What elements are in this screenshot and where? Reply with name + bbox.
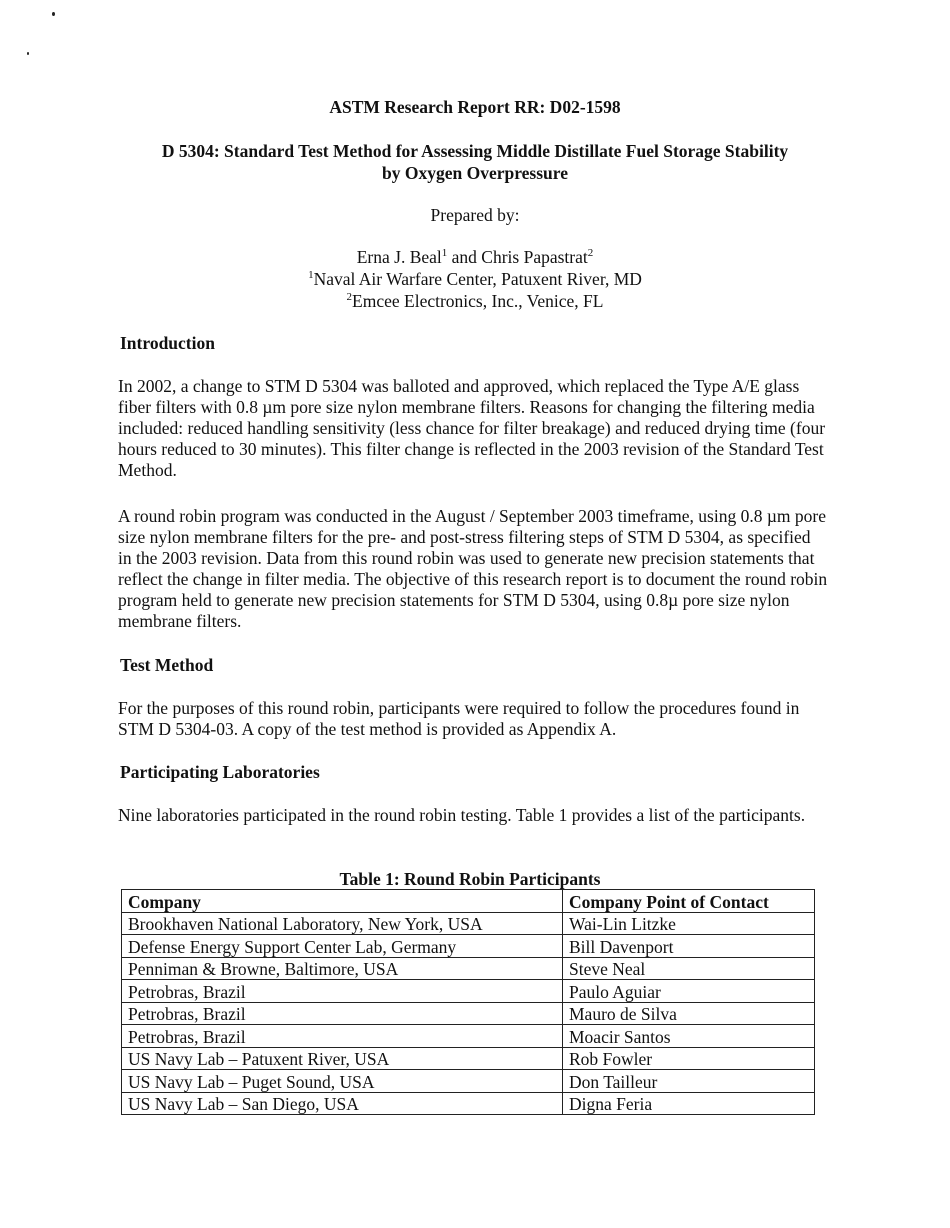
title-line-1: D 5304: Standard Test Method for Assessing Middle Distillate Fuel Storage Stability — [161, 141, 789, 161]
participants-table — [121, 889, 815, 1115]
company-cell: Petrobras, Brazil — [122, 980, 563, 1003]
table-row — [122, 957, 815, 980]
contact-cell: Paulo Aguiar — [563, 980, 815, 1003]
company-cell: US Navy Lab – Patuxent River, USA — [122, 1047, 563, 1070]
affiliation-1-text: Naval Air Warfare Center, Patuxent River, MD — [313, 269, 642, 289]
company-cell: Petrobras, Brazil — [122, 1002, 563, 1025]
company-cell: Defense Energy Support Center Lab, Germany — [122, 935, 563, 958]
affiliation-2-text: Emcee Electronics, Inc., Venice, FL — [352, 291, 604, 311]
author-connector: and Chris Papastrat — [447, 247, 588, 267]
introduction-paragraph-1: In 2002, a change to STM D 5304 was balloted and approved, which replaced the Type A/E glass fiber filters with 0.8 µm pore size nylon membrane filters. Reasons for changing the filtering media included: reduced handling sensitivity (less chance for filter breakage) and reduced drying time (four hours reduced to 30 minutes). This filter change is reflected in the 2003 revision of the Standard Test Method. — [118, 376, 826, 480]
contact-cell: Digna Feria — [563, 1092, 815, 1115]
author-1-sup: 1 — [441, 247, 448, 260]
contact-cell: Mauro de Silva — [563, 1002, 815, 1025]
contact-cell: Steve Neal — [563, 957, 815, 980]
table-row — [122, 935, 815, 958]
contact-cell: Rob Fowler — [563, 1047, 815, 1070]
table-row — [122, 912, 815, 935]
title-line-2: by Oxygen Overpressure — [381, 163, 568, 183]
table-row — [122, 1092, 815, 1115]
contact-cell: Bill Davenport — [563, 935, 815, 958]
table-header-row — [122, 890, 815, 913]
company-cell: Petrobras, Brazil — [122, 1025, 563, 1048]
table-row — [122, 1025, 815, 1048]
affiliation-1-sup: 1 — [308, 269, 314, 282]
table-row — [122, 980, 815, 1003]
contact-cell: Don Tailleur — [563, 1070, 815, 1093]
table-row — [122, 1047, 815, 1070]
report-id: ASTM Research Report RR: D02-1598 — [329, 97, 621, 117]
column-header-contact: Company Point of Contact — [563, 890, 815, 913]
column-header-company: Company — [122, 890, 563, 913]
table-row — [122, 1070, 815, 1093]
company-cell: US Navy Lab – Puget Sound, USA — [122, 1070, 563, 1093]
scan-speck — [52, 12, 55, 16]
test-method-heading: Test Method — [120, 655, 214, 675]
prepared-by: Prepared by: — [430, 205, 520, 225]
company-cell: US Navy Lab – San Diego, USA — [122, 1092, 563, 1115]
participating-labs-paragraph: Nine laboratories participated in the round robin testing. Table 1 provides a list of the participants. — [118, 805, 806, 825]
author-1: Erna J. Beal — [356, 247, 442, 267]
authors-line — [0, 246, 950, 268]
author-2-sup: 2 — [587, 247, 594, 260]
company-cell: Brookhaven National Laboratory, New York, USA — [122, 912, 563, 935]
introduction-heading: Introduction — [120, 333, 215, 353]
scan-speck — [27, 52, 29, 55]
company-cell: Penniman & Browne, Baltimore, USA — [122, 957, 563, 980]
table-caption: Table 1: Round Robin Participants — [339, 869, 601, 889]
affiliation-2 — [0, 290, 950, 312]
introduction-paragraph-2: A round robin program was conducted in the August / September 2003 timeframe, using 0.8 µm pore size nylon membrane filters for the pre- and post-stress filtering steps of STM D 5304, as specified in the 2003 revision. Data from this round robin was used to generate new precision statements that reflect the change in filter media. The objective of this research report is to document the round robin program held to generate new precision statements for STM D 5304, using 0.8µ pore size nylon membrane filters. — [118, 506, 828, 631]
table-row — [122, 1002, 815, 1025]
contact-cell: Wai-Lin Litzke — [563, 912, 815, 935]
contact-cell: Moacir Santos — [563, 1025, 815, 1048]
affiliation-2-sup: 2 — [346, 291, 353, 304]
participating-labs-heading: Participating Laboratories — [120, 762, 320, 782]
test-method-paragraph: For the purposes of this round robin, participants were required to follow the procedures found in STM D 5304-03. A copy of the test method is provided as Appendix A. — [118, 698, 800, 739]
affiliation-1 — [0, 268, 950, 290]
